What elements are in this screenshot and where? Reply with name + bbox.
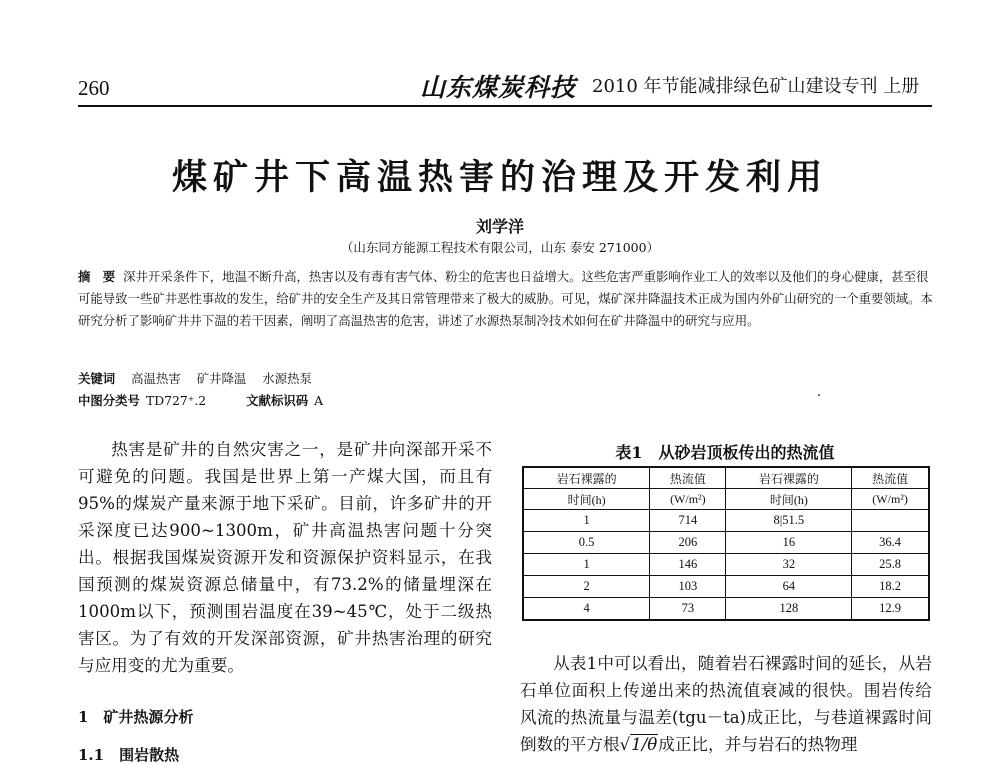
table-cell: 0.5 — [523, 532, 650, 554]
header-rule — [78, 105, 932, 107]
classification — [78, 391, 323, 409]
table-header-row — [523, 467, 929, 489]
table-header-cell: 热流值 — [650, 467, 726, 489]
table-header-cell: (W/m²) — [852, 489, 929, 510]
table-cell: 8|51.5 — [726, 510, 852, 532]
table-cell: 206 — [650, 532, 726, 554]
keyword: 矿井降温 — [196, 371, 247, 386]
table-cell: 64 — [726, 576, 852, 598]
clc-label: 中图分类号 — [78, 393, 140, 408]
table-header-cell: 时间(h) — [523, 489, 650, 510]
table-cell: 16 — [726, 532, 852, 554]
discussion-text: 从表1中可以看出，随着岩石裸露时间的延长，从岩石单位面积上传递出来的热流值衰减的很快。围岩传给风流的热流量与温差(tgu－ta)成正比，与巷道裸露时间倒数的平方根 — [520, 654, 932, 754]
journal-logo: 山东煤炭科技 — [420, 73, 577, 102]
discussion-paragraph — [520, 650, 932, 758]
heat-flow-table — [522, 466, 930, 621]
intro-column — [78, 436, 492, 679]
clc-value: TD727⁺.2 — [145, 393, 207, 408]
keywords-label: 关键词 — [78, 371, 116, 386]
table-cell: 128 — [726, 598, 852, 621]
doc-code-value: A — [314, 393, 324, 408]
table-cell: 73 — [650, 598, 726, 621]
page-number: 260 — [78, 76, 110, 100]
abstract-text: 深井开采条件下，地温不断升高，热害以及有毒有害气体、粉尘的危害也日益增大。这些危害严重影响作业工人的效率以及他们的身心健康，甚至很可能导致一些矿井恶性事故的发生，给矿井的安全生产及其日常管理带来了极大的威胁。可见，煤矿深井降温技术正成为国内外矿山研究的一个重要领域。本研究分析了影响矿井井下温的若干因素，阐明了高温热害的危害，讲述了水源热泵制冷技术如何在矿井降温中的研究与应用。 — [78, 269, 933, 328]
table-cell: 1 — [523, 554, 650, 576]
sqrt-formula — [620, 734, 659, 754]
table-cell — [852, 510, 929, 532]
table-cell: 12.9 — [852, 598, 929, 621]
table-header-cell: 时间(h) — [726, 489, 852, 510]
table-cell: 2 — [523, 576, 650, 598]
abstract — [78, 266, 934, 332]
affiliation: （山东同方能源工程技术有限公司，山东 泰安 271000） — [340, 240, 660, 255]
section-heading-1-1: 1.1 围岩散热 — [78, 746, 180, 764]
table-row — [523, 532, 929, 554]
table-cell: 18.2 — [852, 576, 929, 598]
table-header-cell: (W/m²) — [650, 489, 726, 510]
scan-speck — [818, 394, 820, 396]
table-cell: 146 — [650, 554, 726, 576]
keyword: 水源热泵 — [262, 371, 312, 386]
table-cell: 103 — [650, 576, 726, 598]
sqrt-symbol: √ — [619, 735, 631, 754]
doc-code-label: 文献标识码 — [246, 393, 309, 408]
table-cell: 32 — [726, 554, 852, 576]
table-cell: 714 — [650, 510, 726, 532]
table-discussion — [520, 650, 932, 758]
section-heading-1: 1 矿井热源分析 — [78, 708, 194, 726]
issue-title: 2010 年节能减排绿色矿山建设专刊 上册 — [592, 76, 920, 97]
table-header-row — [523, 489, 929, 510]
keyword: 高温热害 — [131, 371, 181, 386]
author: 刘学洋 — [475, 217, 524, 236]
table-header-cell: 热流值 — [852, 467, 929, 489]
table-header-cell: 岩石裸露的 — [726, 467, 852, 489]
table-cell: 1 — [523, 510, 650, 532]
table-cell: 4 — [523, 598, 650, 621]
table-caption: 表1 从砂岩顶板传出的热流值 — [615, 443, 835, 462]
intro-paragraph: 热害是矿井的自然灾害之一，是矿井向深部开采不可避免的问题。我国是世界上第一产煤大国，而且有95%的煤炭产量来源于地下采矿。目前，许多矿井的开采深度已达900~1300m，矿井高温热害问题十分突出。根据我国煤炭资源开发和资源保护资料显示，在我国预测的煤炭资源总储量中，有73.2%的储量埋深在1000m以下，预测围岩温度在39~45℃，处于二级热害区。为了有效的开发深部资源，矿井热害治理的研究与应用变的尤为重要。 — [78, 440, 492, 675]
discussion-text-end: 成正比，并与岩石的热物理 — [658, 735, 858, 754]
table-row — [523, 598, 929, 621]
abstract-label: 摘 要 — [78, 269, 116, 284]
table-row — [523, 554, 929, 576]
table-cell: 36.4 — [852, 532, 929, 554]
table-header-cell: 岩石裸露的 — [523, 467, 650, 489]
table-cell: 25.8 — [852, 554, 929, 576]
table-row — [523, 510, 929, 532]
paper-title: 煤矿井下高温热害的治理及开发利用 — [171, 157, 828, 198]
sqrt-radicand: 1/θ — [631, 735, 658, 754]
table-row — [523, 576, 929, 598]
keywords — [78, 369, 328, 387]
